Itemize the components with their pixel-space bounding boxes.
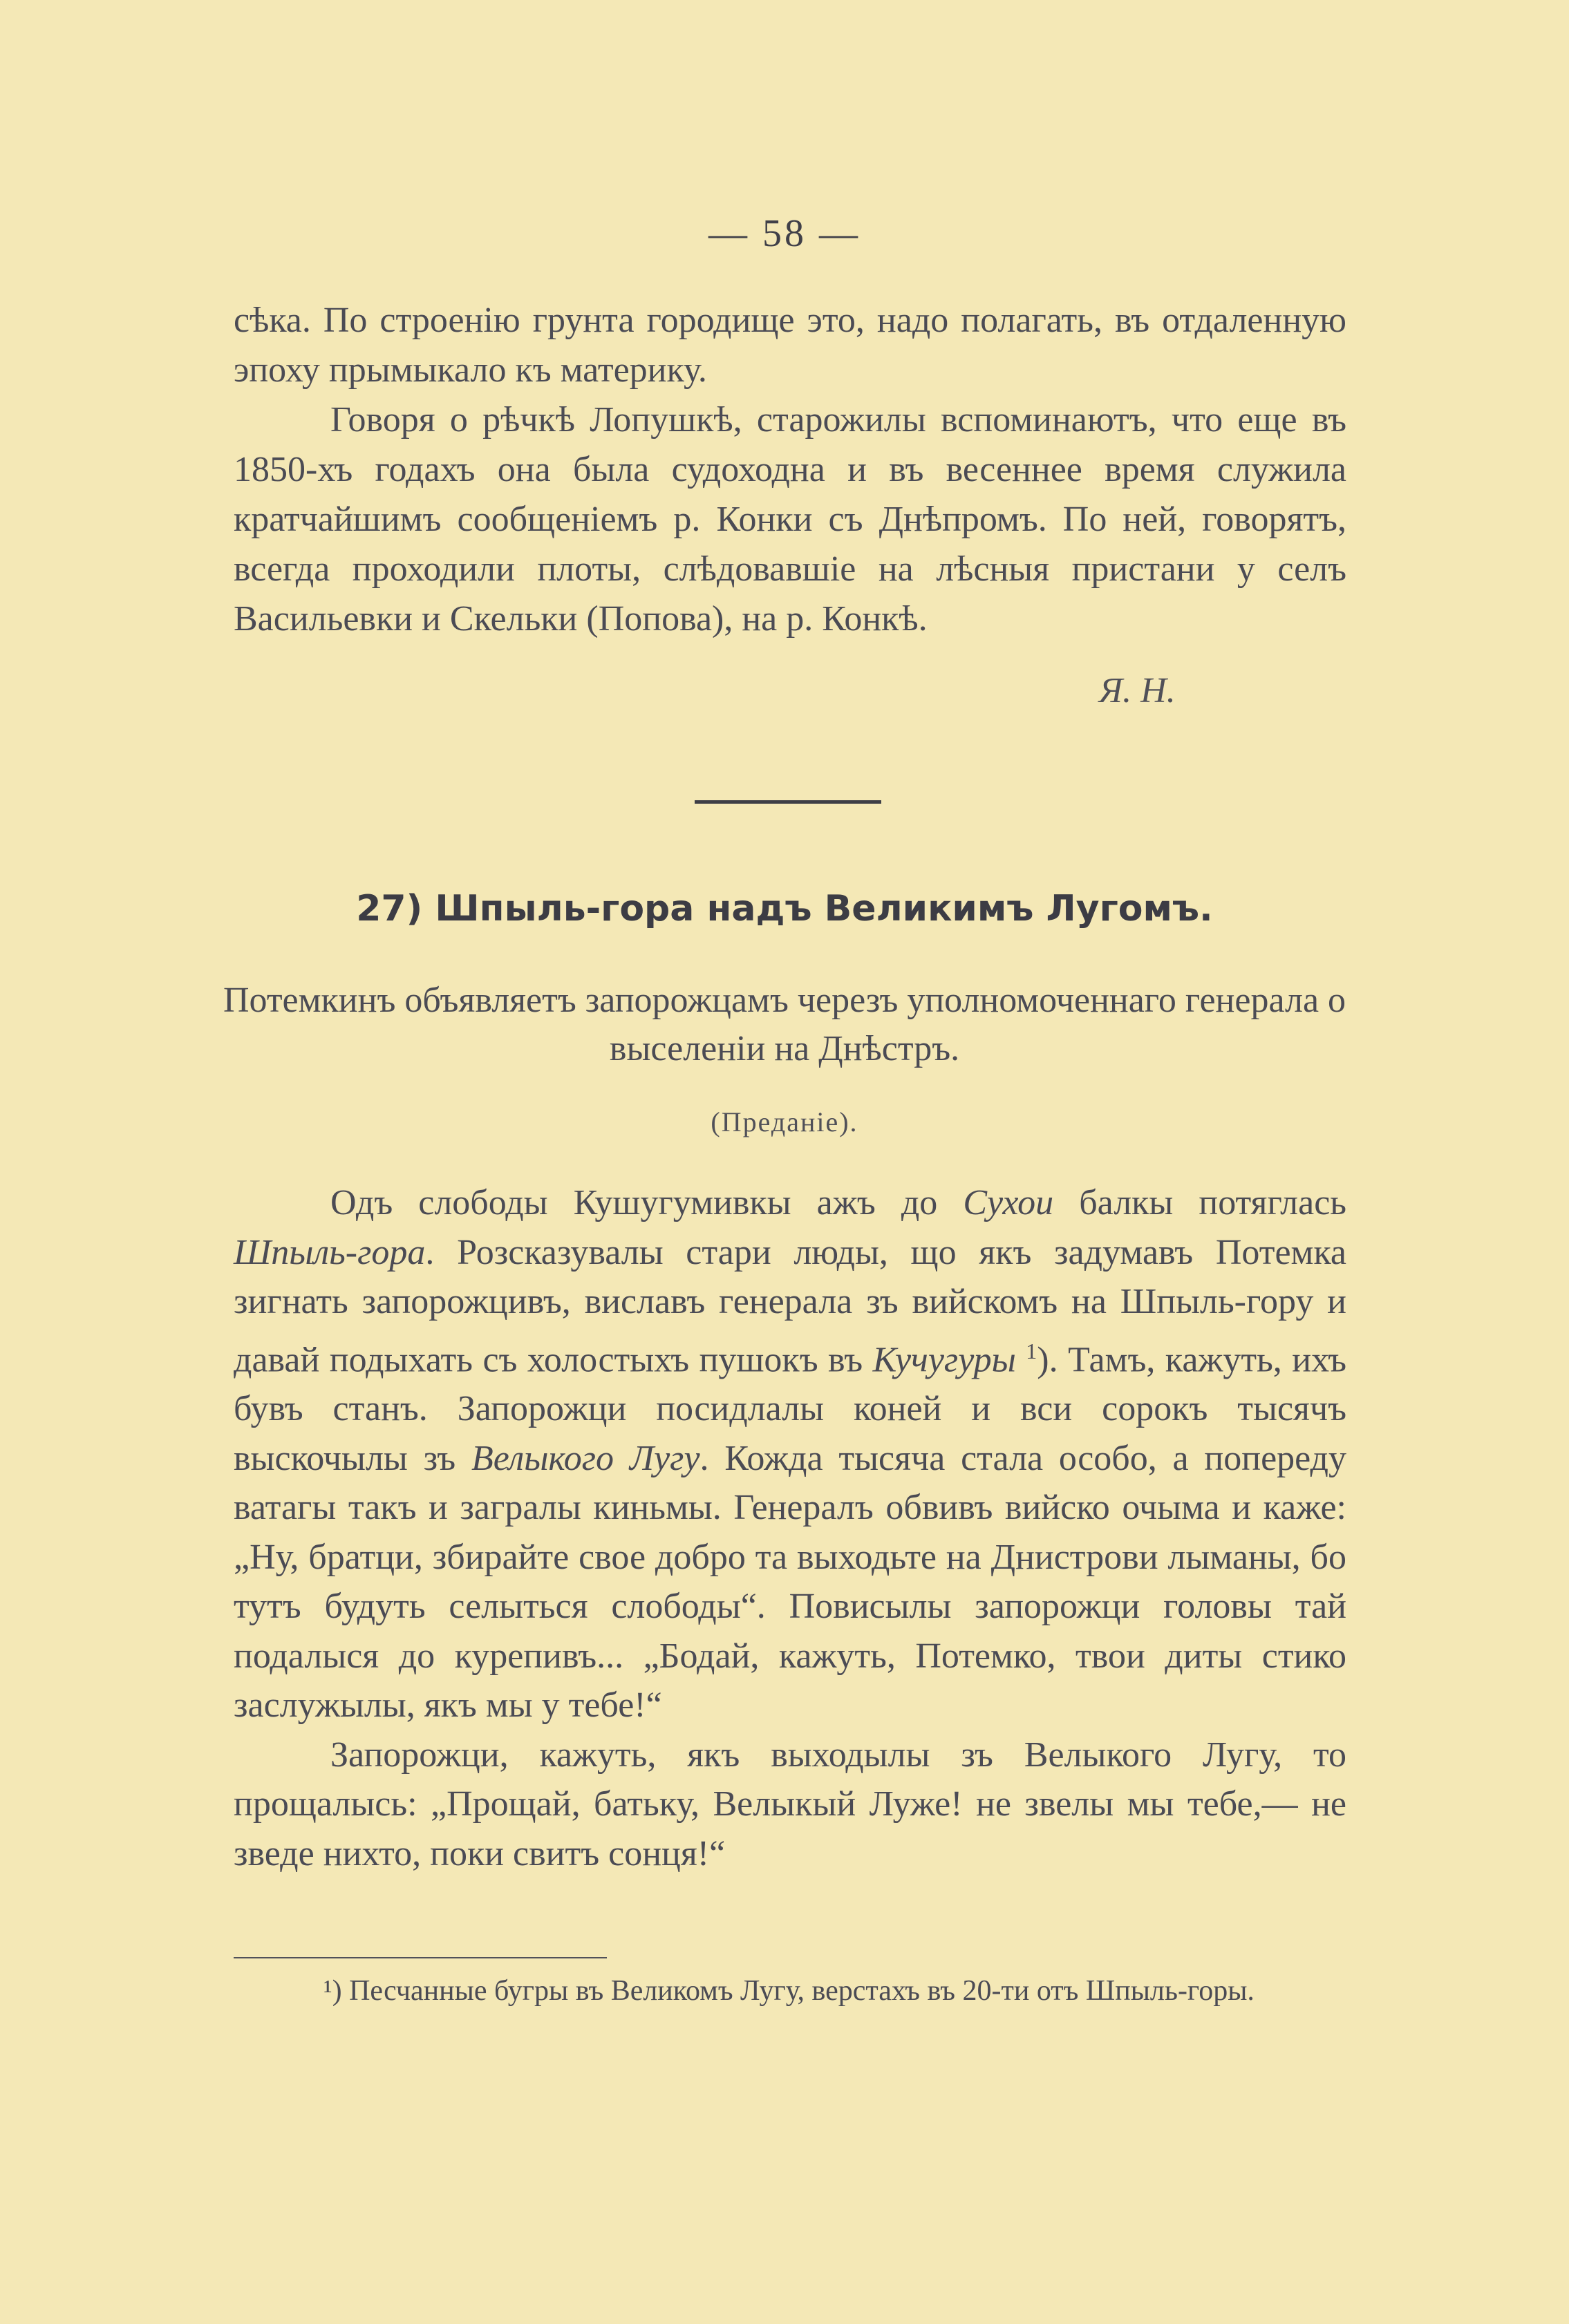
footnote-text: Песчанные бугры въ Великомъ Лугу, верстахъ въ 20-ти отъ Шпыль-горы.: [341, 1975, 1255, 2007]
text-run: . Кожда тысяча стала особо, а попереду ватагы такъ и загралы киньмы. Генералъ обвивъ вийско очыма и каже: „Ну, братци, збирайте свое добро та выходьте на Днистрови лыманы, бо тутъ будуть селыться слободы“. Повисылы запорожци головы тай подалыся до курепивъ... „Бодай, кажуть, Потемко, твои диты стико заслужылы, якъ мы у тебе!“: [234, 1438, 1347, 1726]
italic-place-name: Шпыль-гора: [234, 1232, 426, 1272]
page-number: — 58 —: [708, 212, 861, 255]
author-signature: Я. Н.: [1099, 671, 1176, 710]
footnote-ref: 1: [1026, 1338, 1037, 1363]
previous-section-text: [234, 296, 1346, 644]
footnote-divider: [234, 1957, 607, 1958]
footnote: [234, 1969, 1346, 2012]
footnote-marker: ¹): [323, 1975, 342, 2007]
italic-place-name: Кучугуры: [872, 1339, 1016, 1379]
text-run: ). Тамъ, кажуть, ихъ бувъ станъ. Запорожци посидлалы коней и вси сорокъ тысячъ выскочылы зъ: [234, 1339, 1346, 1478]
story-text: [234, 1178, 1346, 1878]
section-divider: [695, 800, 881, 804]
paragraph: сѣка. По строенію грунта городище это, надо полагать, въ отдаленную эпоху прымыкало къ материку.: [234, 301, 1346, 390]
paragraph: Говоря о рѣчкѣ Лопушкѣ, старожилы вспоминаютъ, что еще въ 1850-хъ годахъ она была судоходна и въ весеннее время служила кратчайшимъ сообщеніемъ р. Конки съ Днѣпромъ. По ней, говорятъ, всегда проходили плоты, слѣдовавшіе на лѣсныя пристани у селъ Васильевки и Скельки (Попова), на р. Конкѣ.: [234, 400, 1346, 639]
section-subtitle: Потемкинъ объявляетъ запорожцамъ черезъ уполномоченнаго генерала о выселеніи на Днѣстръ.: [223, 981, 1346, 1068]
genre-label: (Преданіе).: [711, 1106, 858, 1137]
italic-place-name: Велыкого Лугу: [471, 1438, 700, 1478]
section-title: 27) Шпыль-гора надъ Великимъ Лугомъ.: [356, 888, 1213, 929]
paragraph: [234, 1178, 1346, 1730]
text-run: . Розсказувалы стари люды, що якъ задумавъ Потемка зигнать запорожцивъ, виславъ генерала зъ вийскомъ на Шпыль-гору и давай подыхать съ холостыхъ пушокъ въ: [234, 1232, 1346, 1379]
text-run: балкы потяглась: [1053, 1183, 1346, 1222]
text-run: Одъ слободы Кушугумивкы ажъ до: [330, 1183, 964, 1222]
paragraph: Запорожци, кажуть, якъ выходылы зъ Велыкого Лугу, то прощалысь: „Прощай, батьку, Велыкый Луже! не звелы мы тебе,— не зведе нихто, поки свитъ сонця!“: [234, 1735, 1346, 1873]
italic-place-name: Сухои: [963, 1183, 1054, 1222]
